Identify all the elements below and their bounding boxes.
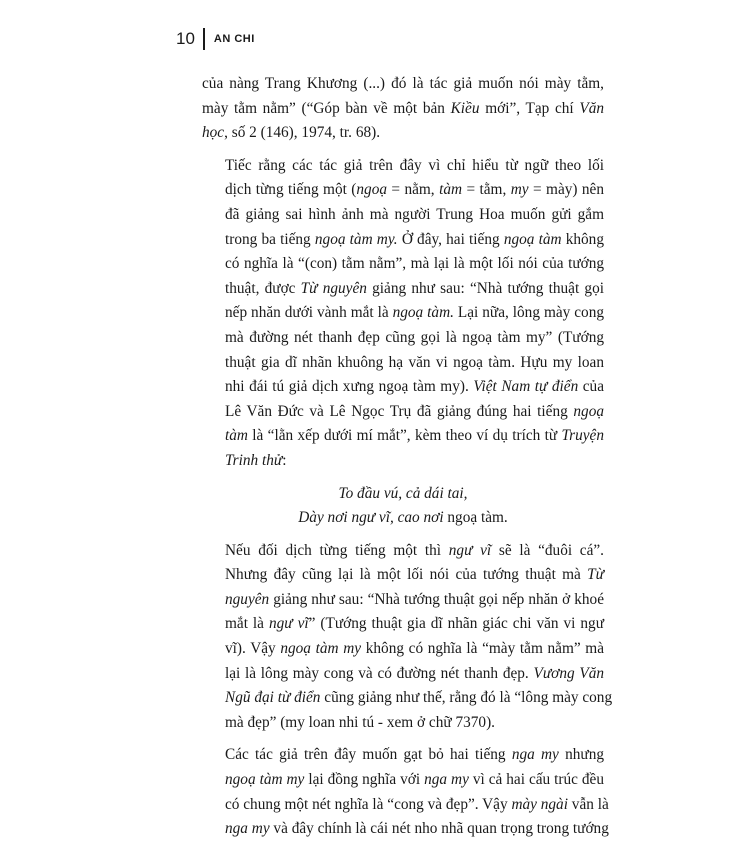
text-run: mày tằm nằm” (“Góp bàn về một bản — [202, 99, 451, 117]
text-line — [202, 563, 604, 588]
text-line — [202, 203, 604, 228]
text-run: là “lằn xếp dưới mí mắt”, kèm theo ví dụ trích từ — [247, 427, 562, 445]
text-run: đã giảng sai hình ảnh mà người Trung Hoa muốn gửi gắm — [225, 205, 604, 223]
text-line — [202, 711, 604, 736]
text-run: : — [282, 451, 287, 469]
text-line — [202, 612, 604, 637]
header-divider — [203, 28, 205, 50]
text-run-italic: Dày nơi ngư vĩ, cao nơi — [298, 509, 448, 527]
text-run-italic: my — [510, 181, 529, 199]
text-run: mà đẹp” (my loan nhi tú - xem ở chữ 7370). — [225, 713, 495, 731]
text-run-italic: tàm — [439, 181, 463, 199]
text-run: vĩ). Vậy — [225, 640, 281, 658]
text-line — [202, 252, 604, 277]
text-line — [202, 301, 604, 326]
page-body — [202, 72, 613, 842]
text-run: = nằm, — [386, 181, 440, 199]
text-run: , số 2 (146), 1974, tr. 68). — [224, 124, 381, 142]
page-header — [176, 28, 255, 50]
running-head-author: AN CHI — [213, 33, 255, 45]
text-run: và đây chính là cái nét nho nhã quan trọng trong tướng — [269, 820, 609, 838]
text-run-italic: ngư vĩ — [268, 615, 309, 633]
text-run: lại đồng nghĩa với — [304, 771, 425, 789]
text-line — [202, 121, 604, 146]
text-run: dịch từng tiếng một ( — [225, 181, 357, 199]
text-run: cũng giảng như thế, rằng đó là “lông mày cong — [320, 689, 613, 707]
paragraph-3 — [202, 539, 613, 736]
text-run-italic: tàm — [225, 427, 248, 445]
text-run-italic: ngoạ tàm. — [392, 304, 454, 322]
text-line — [202, 662, 604, 687]
text-run-italic: nga my — [225, 820, 270, 838]
text-run-italic: Trinh thử — [225, 451, 283, 469]
text-run: mà đường nét thanh đẹp cũng gọi là ngoạ tàm my” (Tướng — [225, 328, 604, 346]
text-line — [202, 228, 604, 253]
text-run: vì cả hai cấu trúc đều — [468, 771, 604, 789]
text-run-italic: Từ nguyên — [300, 279, 367, 297]
text-run-italic: ngoạ tàm my. — [314, 230, 398, 248]
text-run-italic: ngoạ tàm my — [280, 640, 362, 658]
text-run-italic: ngoạ — [356, 181, 387, 199]
text-line — [202, 72, 604, 97]
text-run: của — [578, 378, 604, 396]
text-run-italic: nguyên — [225, 590, 270, 608]
text-run-italic: Kiều — [450, 99, 480, 117]
text-line — [202, 400, 604, 425]
paragraph-1 — [202, 72, 604, 146]
text-line — [202, 793, 609, 818]
text-run: Lê Văn Đức và Lê Ngọc Trụ đã giảng đúng hai tiếng — [225, 402, 574, 420]
text-run: = mày) nên — [528, 181, 604, 199]
paragraph-4 — [202, 743, 609, 841]
text-run: nhưng — [558, 746, 604, 764]
page-number: 10 — [176, 29, 195, 48]
text-run-italic: Từ — [587, 566, 604, 584]
text-run-italic: Việt Nam tự điển — [473, 378, 579, 396]
text-run: nhi đái tú giả dịch xưng ngoạ tàm my). — [225, 378, 474, 396]
verse-line-2 — [202, 506, 604, 531]
text-line — [202, 686, 613, 711]
text-run: ngoạ tàm. — [447, 509, 508, 527]
text-line — [202, 277, 604, 302]
text-run: không có nghĩa là “mày tằm nằm” mà — [361, 640, 604, 658]
text-run: thuật, được — [225, 279, 301, 297]
text-line — [202, 424, 604, 449]
text-run: Các tác giả trên đây muốn gạt bỏ hai tiếng — [225, 746, 512, 764]
text-line — [202, 351, 604, 376]
text-run: giảng như sau: “Nhà tướng thuật gọi — [366, 279, 604, 297]
text-run: lại là lông mày cong và có đường nét thanh đẹp. — [225, 664, 534, 682]
text-run-italic: Truyện — [561, 427, 604, 445]
text-run-italic: Ngũ đại từ điển — [225, 689, 321, 707]
text-line — [202, 588, 604, 613]
text-run: thuật gia dĩ nhãn khuông hạ văn vi ngoạ tàm. Hựu my loan — [225, 353, 604, 371]
paragraph-2 — [202, 154, 604, 474]
text-run-italic: ngoạ tàm my — [225, 771, 305, 789]
text-line — [202, 178, 604, 203]
text-run-italic: nga my — [511, 746, 559, 764]
text-run-italic: ngoạ tàm — [503, 230, 562, 248]
text-run-italic: Vương Văn — [533, 664, 604, 682]
text-run: giảng như sau: “Nhà tướng thuật gọi nếp nhăn ở khoé — [269, 590, 604, 608]
text-run-italic: ngoạ — [573, 402, 604, 420]
text-run: có chung một nét nghĩa là “cong và đẹp”. Vậy — [225, 795, 512, 813]
text-run: mới”, Tạp chí — [479, 99, 580, 117]
verse-line-1 — [202, 482, 604, 507]
text-line — [202, 817, 609, 842]
text-run-italic: Văn — [579, 99, 604, 117]
text-run-italic: học — [202, 124, 225, 142]
text-run: trong ba tiếng — [225, 230, 315, 248]
text-run: vẫn là — [567, 795, 609, 813]
text-run: nếp nhăn dưới vành mắt là — [225, 304, 393, 322]
text-run: của nàng Trang Khương (...) đó là tác giả muốn nói mày tằm, — [202, 75, 604, 92]
text-run: Lại nữa, lông mày cong — [453, 304, 604, 322]
text-run: không — [561, 230, 604, 248]
text-run: mắt là — [225, 615, 269, 633]
text-run: có nghĩa là “(con) tằm nằm”, mà lại là một lối nói của tướng — [225, 255, 604, 273]
text-run: Nhưng đây cũng lại là một lối nói của tướng thuật mà — [225, 566, 588, 584]
text-line — [202, 743, 604, 768]
text-line — [202, 326, 604, 351]
text-run: = tằm, — [462, 181, 511, 199]
text-run-italic: mày ngài — [511, 795, 568, 813]
text-line — [202, 637, 604, 662]
text-run: Nếu đối dịch từng tiếng một thì — [225, 541, 449, 559]
text-line — [202, 154, 604, 179]
text-run: Ở đây, hai tiếng — [397, 230, 504, 248]
text-run-italic: ngư vĩ — [448, 541, 492, 559]
text-line — [202, 539, 604, 564]
text-line — [202, 768, 604, 793]
text-run-italic: To đầu vú, cả dái tai, — [338, 484, 468, 502]
text-line — [202, 449, 604, 474]
text-run: Tiếc rằng các tác giả trên đây vì chỉ hiểu từ ngữ theo lối — [225, 156, 604, 174]
text-run-italic: nga my — [424, 771, 469, 789]
text-line — [202, 97, 604, 122]
text-run: ” (Tướng thuật gia dĩ nhãn giác chi văn vi ngư — [308, 615, 604, 633]
text-line — [202, 375, 604, 400]
text-run: sẽ là “đuôi cá”. — [491, 541, 604, 559]
